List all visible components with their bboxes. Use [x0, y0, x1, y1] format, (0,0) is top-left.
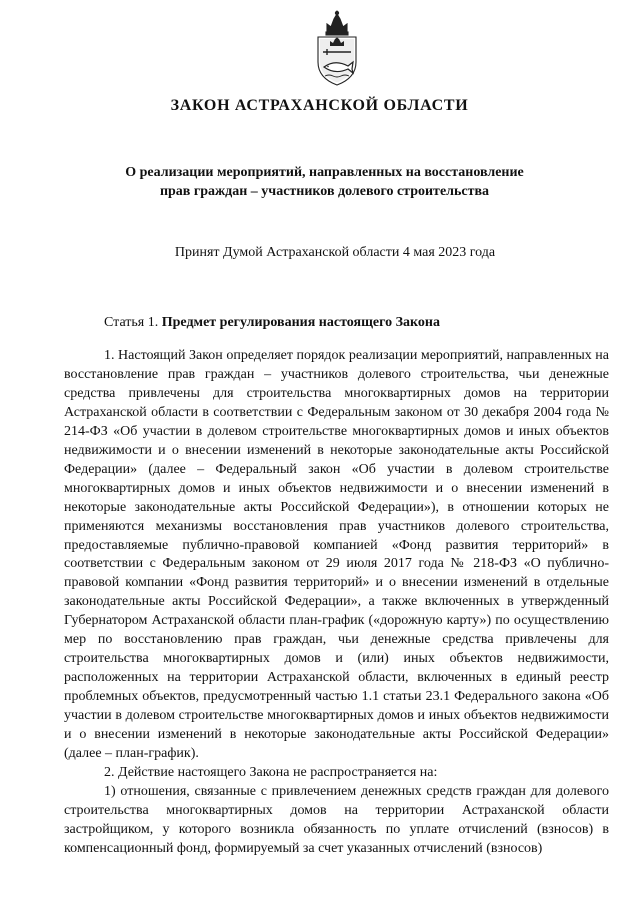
article-number: Статья 1. — [104, 315, 159, 330]
paragraph: 2. Действие настоящего Закона не распространяется на: — [104, 764, 438, 780]
law-subject-line-1: О реализации мероприятий, направленных на восстановление — [125, 165, 524, 180]
paragraph: 1) отношения, связанные с привлечением денежных средств граждан для долевого строительства многоквартирных домов на территории Астраханской области застройщиком, у которого возникла обязанность по уплате отчислений (взносов) в компенсационный фонд, формируемый за счет указанных отчислений (взносов) — [64, 783, 609, 856]
adoption-line: Принят Думой Астраханской области 4 мая 2023 года — [174, 245, 496, 260]
article-heading — [104, 314, 604, 332]
law-title: ЗАКОН АСТРАХАНСКОЙ ОБЛАСТИ — [170, 97, 469, 114]
article-body — [64, 347, 609, 859]
coat-of-arms-icon — [313, 10, 361, 88]
paragraph: 1. Настоящий Закон определяет порядок реализации мероприятий, направленных на восстановление прав граждан – участников долевого строительства, чьи денежные средства привлечены для строительства многоквартирных домов на территории Астраханской области в соответствии с Федеральным законом от 30 декабря 2004 года № 214-ФЗ «Об участии в долевом строительстве многоквартирных домов и иных объектов недвижимости и о внесении изменений в некоторые законодательные акты Российской Федерации» (далее – Федеральный закон «Об участии в долевом строительстве многоквартирных домов и иных объектов недвижимости и о внесении изменений в некоторые законодательные акты Российской Федерации»), в отношении которых не применяются механизмы восстановления прав участников долевого строительства, предоставляемые публично-правовой компанией «Фонд развития территорий» в соответствии с Федеральным законом от 29 июля 2017 года № 218-ФЗ «О публично-правовой компании «Фонд развития территорий» и о внесении изменений в отдельные законодательные акты Российской Федерации», а также включенных в утвержденный Губернатором Астраханской области план-график («дорожную карту») по осуществлению мер по восстановлению прав граждан, чьи денежные средства привлечены для строительства многоквартирных домов и (или) иных объектов недвижимости, расположенных на территории Астраханской области, включенных в единый реестр проблемных объектов, предусмотренный частью 1.1 статьи 23.1 Федерального закона «Об участии в долевом строительстве многоквартирных домов и иных объектов недвижимости и о внесении изменений в некоторые законодательные акты Российской Федерации» (далее – план-график). — [64, 348, 609, 762]
law-subject-line-2: прав граждан – участников долевого строительства — [159, 184, 490, 199]
article-title: Предмет регулирования настоящего Закона — [161, 315, 440, 330]
law-subject — [60, 163, 589, 201]
